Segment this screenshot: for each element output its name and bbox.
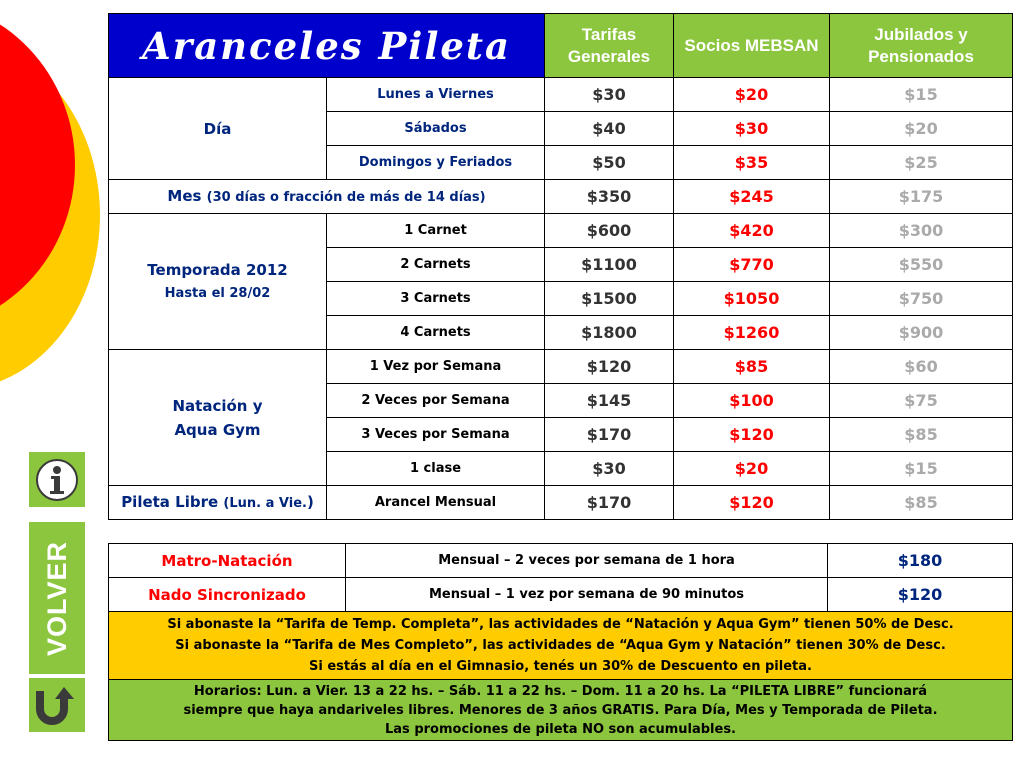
activity-price: $120 [828, 578, 1013, 612]
price-general: $600 [545, 214, 674, 248]
price-general: $145 [545, 384, 674, 418]
promo-notes [109, 612, 1013, 680]
activity-description: Mensual – 2 veces por semana de 1 hora [346, 544, 828, 578]
table-row [109, 578, 1013, 612]
aranceles-table [108, 13, 1013, 520]
price-jubilados: $60 [830, 350, 1013, 384]
page-title: Aranceles Pileta [109, 14, 545, 78]
promo-line: Si abonaste la “Tarifa de Temp. Completa”, las actividades de “Natación y Aqua Gym” tienen 50% de Desc. [167, 617, 954, 632]
price-socios: $35 [674, 146, 830, 180]
price-jubilados: $15 [830, 452, 1013, 486]
price-general: $40 [545, 112, 674, 146]
price-socios: $85 [674, 350, 830, 384]
price-general: $120 [545, 350, 674, 384]
activity-name: Matro-Natación [109, 544, 346, 578]
price-jubilados: $15 [830, 78, 1013, 112]
promo-line: Si abonaste la “Tarifa de Mes Completo”, las actividades de “Aqua Gym y Natación” tienen 30% de Desc. [175, 638, 946, 653]
price-general: $1800 [545, 316, 674, 350]
table-row [109, 544, 1013, 578]
back-button[interactable] [29, 678, 85, 732]
table-row [109, 486, 1013, 520]
category-pileta-libre-note: (Lun. a Vie. [223, 495, 307, 511]
category-temporada [109, 214, 327, 350]
category-pileta-libre [109, 486, 327, 520]
category-dia: Día [109, 78, 327, 180]
price-socios: $100 [674, 384, 830, 418]
volver-button[interactable] [29, 522, 85, 674]
category-natacion-line2: Aqua Gym [174, 420, 261, 439]
category-pileta-libre-label: Pileta Libre [121, 492, 219, 511]
price-socios: $120 [674, 486, 830, 520]
category-mes-label: Mes [167, 186, 202, 205]
price-jubilados: $175 [830, 180, 1013, 214]
price-jubilados: $900 [830, 316, 1013, 350]
row-label: Arancel Mensual [327, 486, 545, 520]
info-line: Horarios: Lun. a Vier. 13 a 22 hs. – Sáb. 11 a 22 hs. – Dom. 11 a 20 hs. La “PILETA LIBRE” funcionará [193, 683, 928, 699]
activity-price: $180 [828, 544, 1013, 578]
promo-line: Si estás al día en el Gimnasio, tenés un 30% de Descuento en pileta. [309, 659, 812, 674]
row-label: Domingos y Feriados [327, 146, 545, 180]
category-mes [109, 180, 545, 214]
price-general: $30 [545, 452, 674, 486]
price-jubilados: $750 [830, 282, 1013, 316]
category-natacion [109, 350, 327, 486]
price-socios: $20 [674, 78, 830, 112]
u-turn-arrow-icon [34, 683, 80, 727]
row-label: 3 Carnets [327, 282, 545, 316]
price-socios: $20 [674, 452, 830, 486]
price-jubilados: $75 [830, 384, 1013, 418]
row-label: Lunes a Viernes [327, 78, 545, 112]
activity-description: Mensual – 1 vez por semana de 90 minutos [346, 578, 828, 612]
price-socios: $770 [674, 248, 830, 282]
column-header-jubilados: Jubilados y Pensionados [830, 14, 1013, 78]
category-natacion-line1: Natación y [172, 396, 263, 415]
schedule-notes [109, 680, 1013, 741]
price-socios: $30 [674, 112, 830, 146]
row-label: 1 clase [327, 452, 545, 486]
table-header-row [109, 14, 1013, 78]
category-temporada-sublabel: Hasta el 28/02 [164, 285, 271, 301]
table-row [109, 214, 1013, 248]
row-label: 2 Carnets [327, 248, 545, 282]
price-general: $30 [545, 78, 674, 112]
price-jubilados: $85 [830, 418, 1013, 452]
volver-label: VOLVER [41, 540, 72, 656]
info-line: siempre que haya andariveles libres. Menores de 3 años GRATIS. Para Día, Mes y Temporada de Pileta. [183, 702, 938, 718]
price-socios: $120 [674, 418, 830, 452]
price-general: $350 [545, 180, 674, 214]
price-socios: $1050 [674, 282, 830, 316]
row-label: 2 Veces por Semana [327, 384, 545, 418]
table-row [109, 350, 1013, 384]
row-label: 3 Veces por Semana [327, 418, 545, 452]
price-jubilados: $85 [830, 486, 1013, 520]
row-label: 1 Vez por Semana [327, 350, 545, 384]
column-header-tarifas: Tarifas Generales [545, 14, 674, 78]
price-general: $170 [545, 418, 674, 452]
row-label: 1 Carnet [327, 214, 545, 248]
price-jubilados: $20 [830, 112, 1013, 146]
category-temporada-label: Temporada 2012 [147, 260, 288, 279]
price-general: $50 [545, 146, 674, 180]
row-label: 4 Carnets [327, 316, 545, 350]
info-button[interactable] [29, 452, 85, 507]
price-socios: $420 [674, 214, 830, 248]
price-jubilados: $25 [830, 146, 1013, 180]
row-label: Sábados [327, 112, 545, 146]
price-socios: $245 [674, 180, 830, 214]
table-row [109, 180, 1013, 214]
column-header-socios: Socios MEBSAN [674, 14, 830, 78]
info-line: Las promociones de pileta NO son acumulables. [385, 721, 736, 737]
price-general: $1100 [545, 248, 674, 282]
price-general: $170 [545, 486, 674, 520]
category-pileta-libre-close: ) [306, 492, 314, 511]
price-jubilados: $550 [830, 248, 1013, 282]
category-mes-note: (30 días o fracción de más de 14 días) [206, 189, 486, 205]
table-row [109, 78, 1013, 112]
activity-name: Nado Sincronizado [109, 578, 346, 612]
extras-table [108, 543, 1013, 741]
price-socios: $1260 [674, 316, 830, 350]
price-jubilados: $300 [830, 214, 1013, 248]
price-general: $1500 [545, 282, 674, 316]
info-icon [35, 458, 79, 502]
